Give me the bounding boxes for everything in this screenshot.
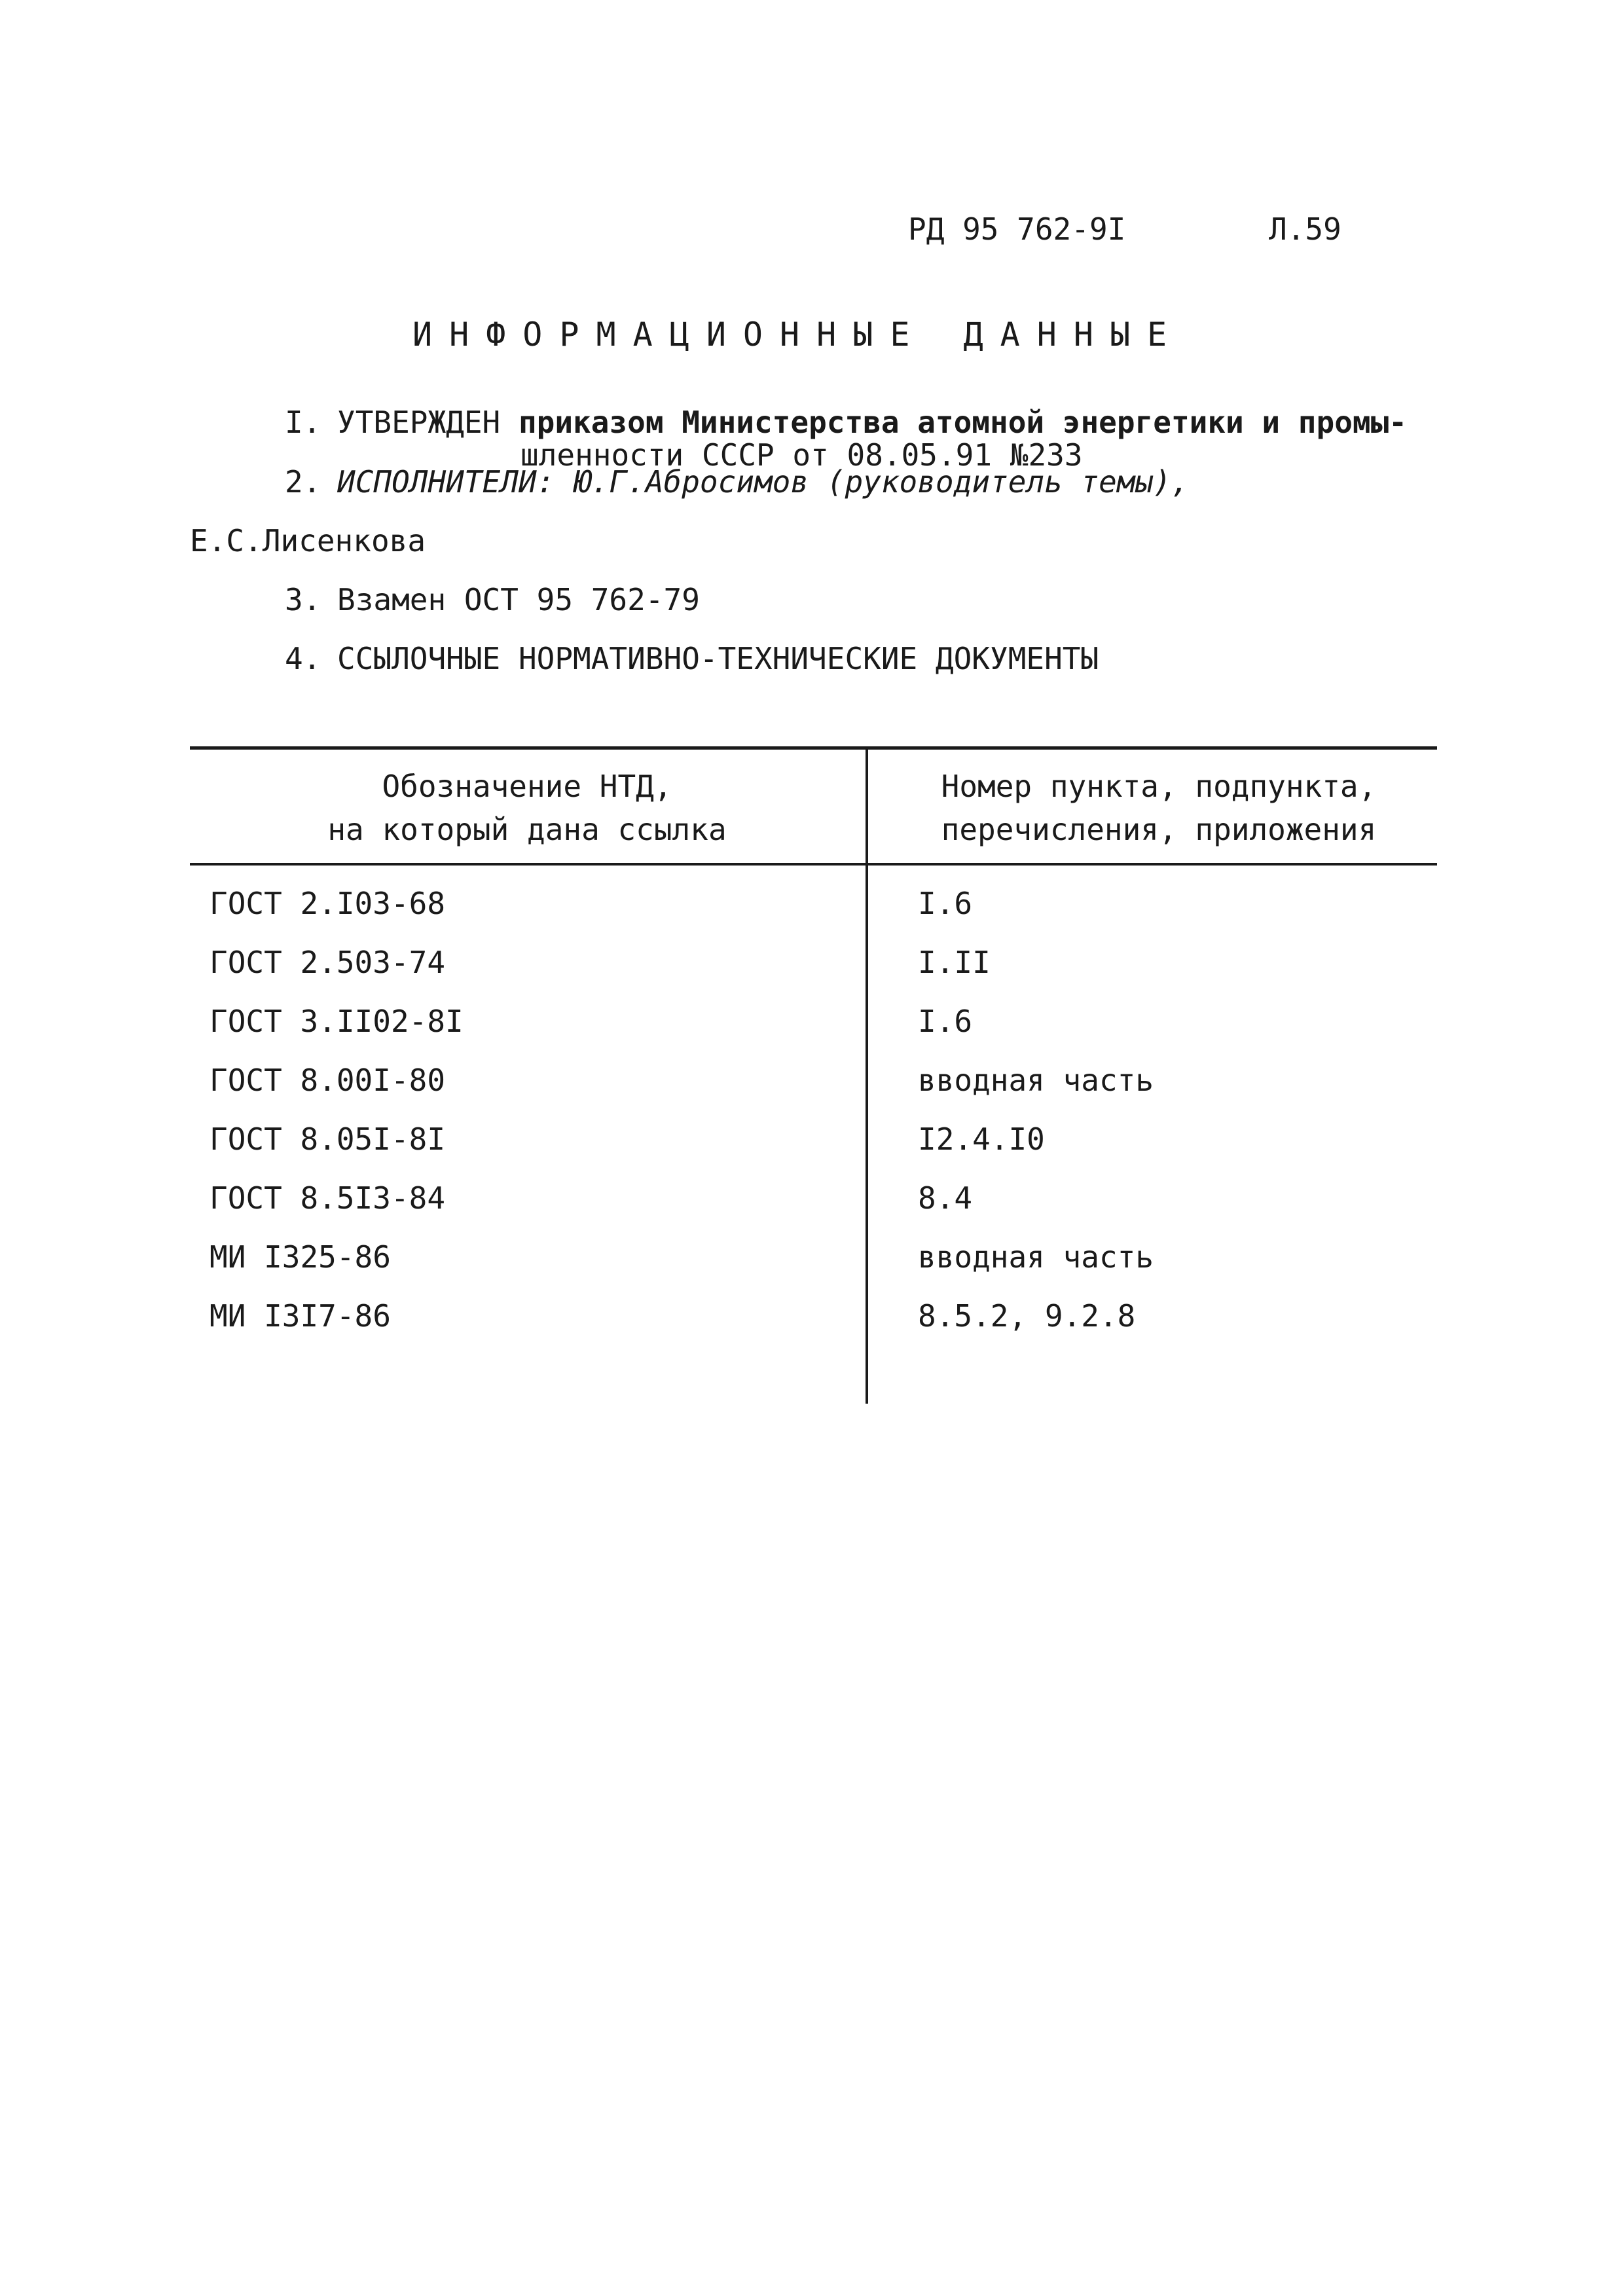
cell-document: ГОСТ 8.05I-8I [210,1121,446,1157]
item-number: I. [285,405,321,440]
info-item-approved [285,406,1450,471]
info-item-references [285,640,1099,677]
table-header-rule [190,863,1437,866]
page-title: ИНФОРМАЦИОННЫЕ ДАННЫЕ [412,316,1184,354]
cell-reference: вводная часть [918,1239,1154,1275]
item-lead: ИСПОЛНИТЕЛИ: [337,464,555,500]
cell-document: МИ I3I7-86 [210,1298,391,1334]
cell-reference: I2.4.I0 [918,1121,1045,1157]
table-header-designation [196,765,858,851]
item-number: 2. [285,464,321,500]
info-item-replaces [285,581,700,618]
sheet-number: Л.59 [1269,211,1341,247]
item-continuation: Е.С.Лисенкова [190,523,426,558]
cell-document: ГОСТ 8.5I3-84 [210,1180,446,1216]
cell-reference: 8.4 [918,1180,973,1216]
cell-reference: I.6 [918,1004,973,1039]
table-top-rule [190,746,1437,750]
table-row [0,944,1623,1003]
cell-reference: I.II [918,945,991,980]
item-text: Ю.Г.Абросимов (руководитель темы), [573,464,1190,500]
item-text: ССЫЛОЧНЫЕ НОРМАТИВНО-ТЕХНИЧЕСКИЕ ДОКУМЕНТЫ [337,641,1099,676]
item-text: приказом Министерства атомной энергетики и промы- [518,405,1407,440]
cell-document: МИ I325-86 [210,1239,391,1275]
cell-document: ГОСТ 3.II02-8I [210,1004,464,1039]
item-number: 3. [285,582,321,617]
item-lead: УТВЕРЖДЕН [337,405,501,440]
table-row [0,885,1623,944]
document-code: РД 95 762-9I [908,211,1126,247]
header-text: Обозначение НТД, на который дана ссылка [327,769,727,847]
table-header-reference [890,765,1427,851]
table-row [0,1180,1623,1239]
header-text: Номер пункта, подпункта, перечисления, приложения [941,769,1377,847]
item-continuation: шленности СССР от 08.05.91 №233 [520,437,1083,473]
table-row [0,1239,1623,1298]
table-row [0,1003,1623,1062]
table-row [0,1062,1623,1121]
cell-document: ГОСТ 2.I03-68 [210,886,446,921]
cell-document: ГОСТ 8.00I-80 [210,1063,446,1098]
item-number: 4. [285,641,321,676]
table-body [0,885,1623,1357]
cell-document: ГОСТ 2.503-74 [210,945,446,980]
cell-reference: I.6 [918,886,973,921]
cell-reference: 8.5.2, 9.2.8 [918,1298,1136,1334]
item-text: Взамен ОСТ 95 762-79 [337,582,700,617]
info-item-authors [285,464,1190,500]
table-row [0,1121,1623,1180]
table-row [0,1298,1623,1357]
cell-reference: вводная часть [918,1063,1154,1098]
